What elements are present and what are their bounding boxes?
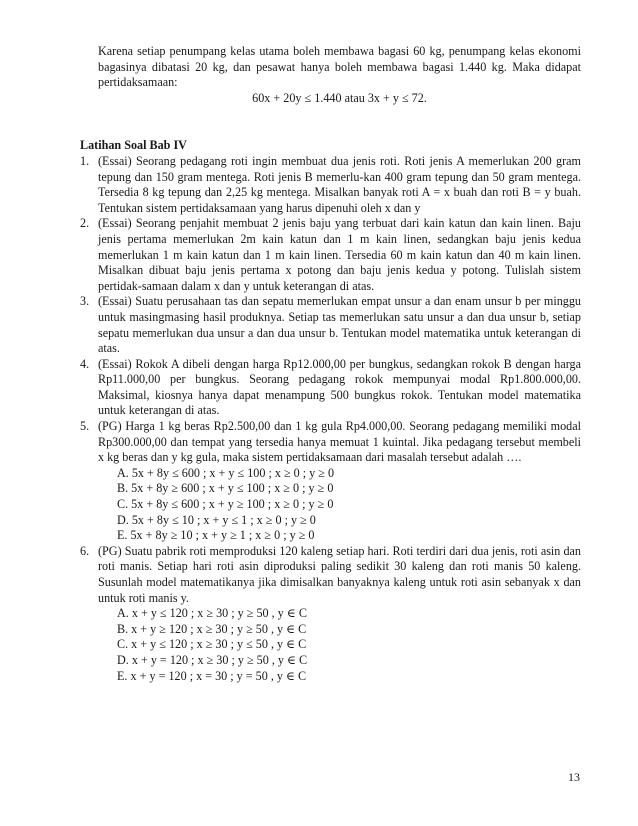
problem-number: 5. — [80, 419, 90, 434]
option-d: D. 5x + 8y ≤ 10 ; x + y ≤ 1 ; x ≥ 0 ; y ≥ 0 — [117, 512, 316, 527]
problem-number: 6. — [80, 543, 90, 558]
problem-3 — [80, 294, 581, 356]
intro-equation: 60x + 20y ≤ 1.440 atau 3x + y ≤ 72. — [252, 90, 427, 105]
page-number: 13 — [568, 770, 580, 784]
option-a: A. 5x + 8y ≤ 600 ; x + y ≤ 100 ; x ≥ 0 ; y ≥ 0 — [117, 465, 335, 480]
problem-6 — [80, 544, 581, 684]
option-c: C. 5x + 8y ≤ 600 ; x + y ≥ 100 ; x ≥ 0 ; y ≥ 0 — [117, 497, 334, 512]
problem-1 — [80, 154, 581, 216]
problem-text: (PG) Harga 1 kg beras Rp2.500,00 dan 1 kg gula Rp4.000,00. Seorang pedagang memiliki modal Rp300.000,00 dan tempat yang tersedia hanya memuat 1 kuintal. Jika pedagang tersebut membeli x kg beras dan y kg gula, maka sistem pertidaksamaan dari masalah tersebut adalah …. — [98, 419, 581, 465]
option-c: C. x + y ≤ 120 ; x ≥ 30 ; y ≤ 50 , y ∈ C — [117, 637, 307, 652]
problem-text: (Essai) Suatu perusahaan tas dan sepatu memerlukan empat unsur a dan enam unsur b per minggu untuk masingmasing hasil produknya. Setiap tas memerlukan satu unsur a dan dua unsur b, setiap sepatu memerlukan dua unsur a dan dua unsur b. Tentukan model matematika untuk keterangan di atas. — [98, 294, 581, 356]
answer-options — [98, 606, 581, 684]
option-e: E. x + y = 120 ; x = 30 ; y = 50 , y ∈ C — [117, 668, 307, 683]
document-page — [80, 44, 581, 684]
option-e: E. 5x + 8y ≥ 10 ; x + y ≥ 1 ; x ≥ 0 ; y ≥ 0 — [117, 528, 315, 543]
problem-number: 3. — [80, 294, 90, 309]
option-b: B. 5x + 8y ≥ 600 ; x + y ≤ 100 ; x ≥ 0 ; y ≥ 0 — [117, 481, 334, 496]
problem-number: 2. — [80, 216, 90, 231]
problem-2 — [80, 216, 581, 294]
problem-text: (Essai) Rokok A dibeli dengan harga Rp12.000,00 per bungkus, sedangkan rokok B dengan harga Rp11.000,00 per bungkus. Seorang pedagang rokok mempunyai modal Rp1.800.000,00. Maksimal, kiosnya hanya dapat menampung 500 bungkus rokok. Tentukan model matematika untuk keterangan di atas. — [98, 356, 581, 418]
problem-5 — [80, 419, 581, 544]
problem-4 — [80, 357, 581, 419]
problem-text: (Essai) Seorang penjahit membuat 2 jenis baju yang terbuat dari kain katun dan kain linen. Baju jenis pertama memerlukan 2m kain katun dan 1 m kain linen, sedangkan baju jenis kedua memerlukan 1 m kain katun dan 1 m kain linen. Tersedia 60 m kain katun dan 40 m kain linen. Misalkan dibuat baju jenis pertama x potong dan baju jenis kedua y potong. Tulislah sistem pertidak-samaan dalam x dan y untuk keterangan di atas. — [98, 216, 581, 293]
option-b: B. x + y ≥ 120 ; x ≥ 30 ; y ≥ 50 , y ∈ C — [117, 621, 307, 636]
option-a: A. x + y ≤ 120 ; x ≥ 30 ; y ≥ 50 , y ∈ C — [117, 606, 307, 621]
answer-options — [98, 466, 581, 544]
problem-list — [80, 154, 581, 684]
section-heading: Latihan Soal Bab IV — [80, 138, 187, 153]
problem-text: (PG) Suatu pabrik roti memproduksi 120 kaleng setiap hari. Roti terdiri dari dua jenis, roti asin dan roti manis. Setiap hari roti asin diproduksi paling sedikit 30 kaleng dan roti manis 50 kaleng. Susunlah model matematikanya jika dimisalkan banyaknya kaleng untuk roti asin sebanyak x dan untuk roti manis y. — [98, 543, 581, 605]
option-d: D. x + y = 120 ; x ≥ 30 ; y ≥ 50 , y ∈ C — [117, 652, 308, 667]
intro-paragraph: Karena setiap penumpang kelas utama boleh membawa bagasi 60 kg, penumpang kelas ekonomi bagasinya dibatasi 20 kg, dan pesawat hanya boleh membawa bagasi 1.440 kg. Maka didapat pertidaksamaan: — [98, 44, 581, 90]
problem-number: 1. — [80, 153, 90, 168]
problem-text: (Essai) Seorang pedagang roti ingin membuat dua jenis roti. Roti jenis A memerlukan 200 gram tepung dan 150 gram mentega. Roti jenis B memerlu-kan 400 gram tepung dan 50 gram mentega. Tersedia 8 kg tepung dan 2,25 kg mentega. Misalkan banyak roti A = x buah dan roti B = y buah. Tentukan sistem pertidaksamaan yang harus dipenuhi oleh x dan y — [98, 153, 581, 215]
problem-number: 4. — [80, 356, 90, 371]
